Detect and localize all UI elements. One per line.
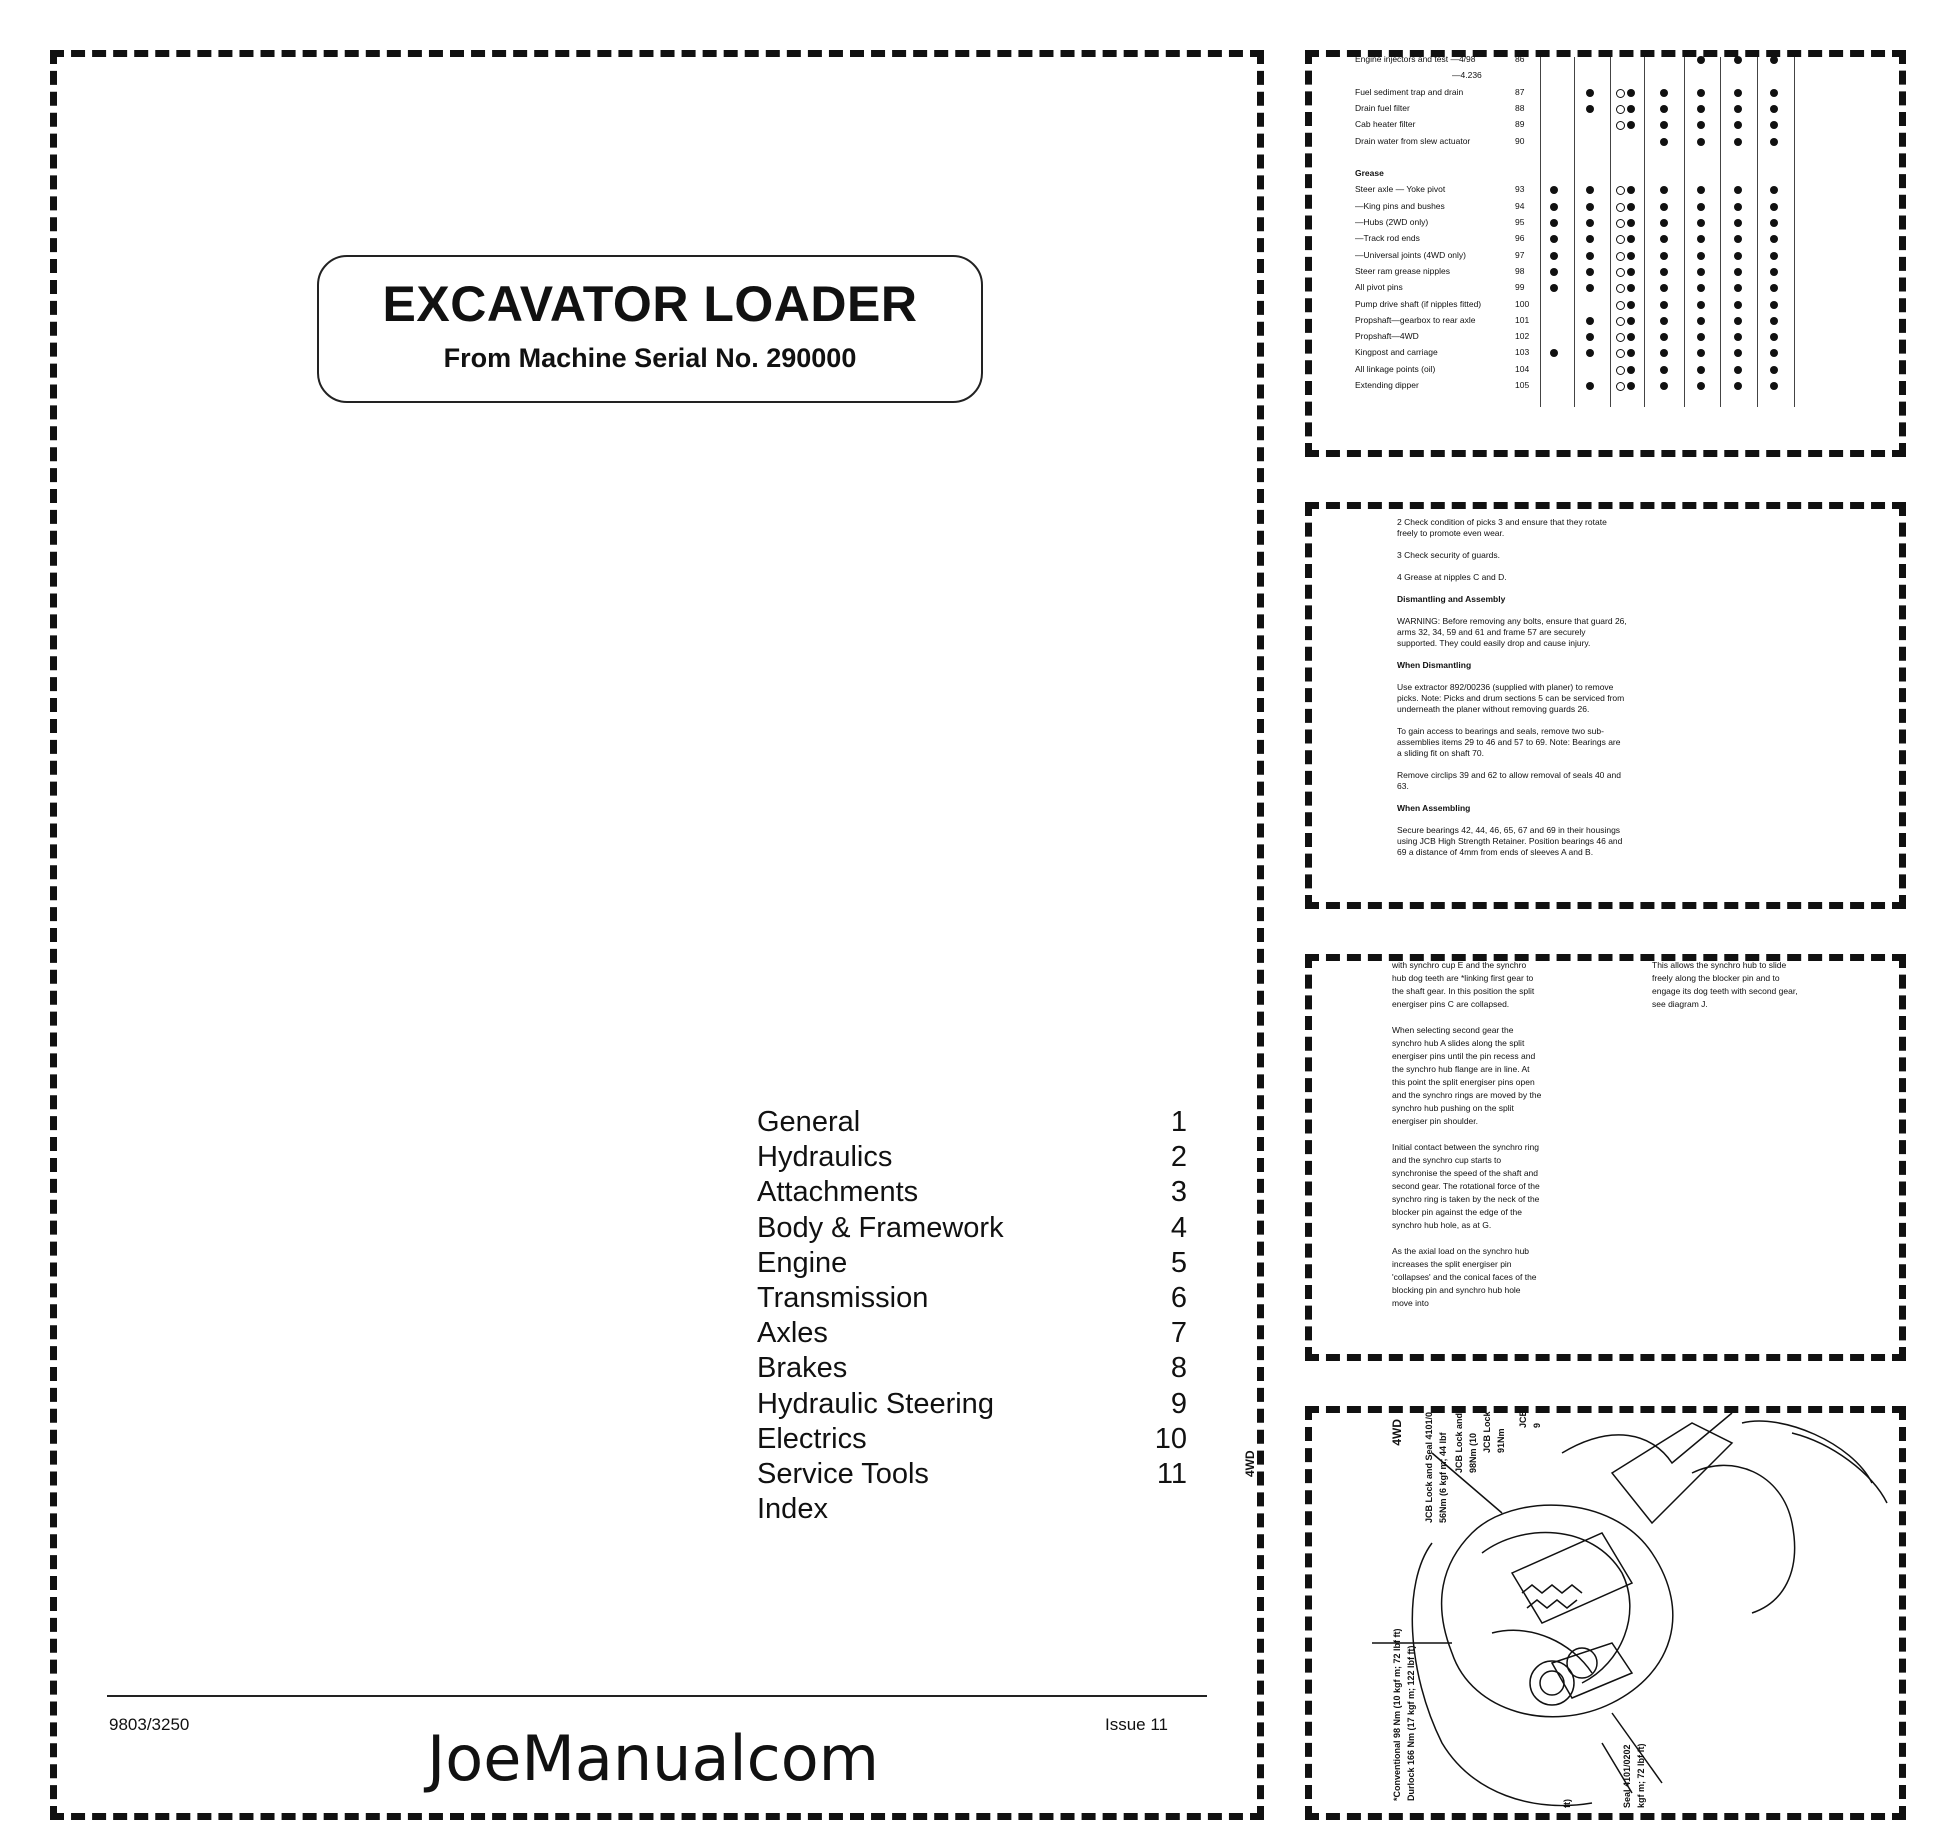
schedule-open-circle (1616, 219, 1625, 228)
schedule-open-circle (1616, 366, 1625, 375)
schedule-row-item-number: 93 (1515, 184, 1525, 195)
schedule-open-circle (1616, 382, 1625, 391)
instruction-paragraph: WARNING: Before removing any bolts, ensure that guard 26, arms 32, 34, 59 and 61 and frame 57 are securely supported. They could easily drop and cause injury. (1397, 616, 1627, 648)
toc-entry-section-number: 6 (1170, 1282, 1187, 1315)
schedule-filled-dot (1586, 268, 1594, 276)
tag-4wd-label: 4WD (1390, 1419, 1404, 1446)
schedule-open-circle (1616, 317, 1625, 326)
schedule-row-item-number: 96 (1515, 233, 1525, 244)
schedule-filled-dot (1660, 252, 1668, 260)
instruction-text (1397, 517, 1627, 869)
schedule-row-label: —4.236 (1452, 70, 1482, 81)
schedule-filled-dot (1586, 89, 1594, 97)
toc-entry-label: Electrics (757, 1422, 867, 1455)
schedule-filled-dot (1660, 317, 1668, 325)
toc-entry-section-number: 3 (1170, 1176, 1187, 1209)
schedule-filled-dot (1586, 186, 1594, 194)
toc-entry-label: Transmission (757, 1282, 929, 1315)
schedule-row-item-number: 102 (1515, 331, 1530, 342)
torque-spec-label: 98Nm (10 (1468, 1432, 1478, 1473)
schedule-filled-dot (1627, 186, 1635, 194)
schedule-row-item-number: 95 (1515, 217, 1525, 227)
schedule-filled-dot (1627, 105, 1635, 113)
schedule-filled-dot (1627, 252, 1635, 260)
schedule-filled-dot (1770, 105, 1778, 113)
schedule-filled-dot (1550, 268, 1558, 276)
toc-entry[interactable] (757, 1316, 1187, 1351)
schedule-filled-dot (1770, 366, 1778, 374)
schedule-open-circle (1616, 333, 1625, 342)
torque-spec-label: JCB Lock and Seal 4101/0 (1424, 1411, 1434, 1523)
schedule-row-item-number: 90 (1515, 135, 1525, 146)
instruction-paragraph: 2 Check condition of picks 3 and ensure that they rotate freely to promote even wear. (1397, 517, 1607, 538)
table-column-rule (1574, 57, 1575, 407)
schedule-row-label: Pump drive shaft (if nipples fitted) (1355, 298, 1482, 309)
schedule-filled-dot (1770, 138, 1778, 146)
schedule-row-item-number: 94 (1515, 200, 1525, 211)
schedule-filled-dot (1660, 235, 1668, 243)
body-paragraph: with synchro cup E and the synchro hub dog teeth are *linking first gear to the shaft gear. In this position the split energiser pins C are collapsed. (1392, 960, 1535, 1009)
schedule-row-label: Drain water from slew actuator (1355, 135, 1471, 146)
text-column-right (1652, 959, 1802, 1024)
schedule-filled-dot (1697, 284, 1705, 292)
preview-page-lubrication-schedule[interactable] (1305, 50, 1906, 457)
schedule-filled-dot (1734, 56, 1742, 64)
schedule-filled-dot (1660, 186, 1668, 194)
schedule-row-label: Steer ram grease nipples (1355, 265, 1450, 276)
schedule-filled-dot (1734, 186, 1742, 194)
schedule-filled-dot (1586, 105, 1594, 113)
toc-entry[interactable] (757, 1175, 1187, 1210)
schedule-filled-dot (1770, 333, 1778, 341)
schedule-filled-dot (1770, 301, 1778, 309)
toc-entry-label: Hydraulics (757, 1141, 893, 1174)
instruction-paragraph: Secure bearings 42, 44, 46, 65, 67 and 69 in their housings using JCB High Strength Retainer. Position bearings 46 and 69 a distance of 4mm from ends of sleeves A and B. (1397, 825, 1623, 857)
schedule-filled-dot (1550, 284, 1558, 292)
watermark-text: JoeManualcom (427, 1722, 880, 1795)
title-box (317, 255, 983, 403)
toc-entry-label: General (757, 1106, 861, 1138)
schedule-filled-dot (1734, 89, 1742, 97)
schedule-filled-dot (1660, 138, 1668, 146)
tag-4wd: 4WD (1243, 1450, 1257, 1477)
schedule-filled-dot (1660, 268, 1668, 276)
schedule-filled-dot (1770, 284, 1778, 292)
schedule-filled-dot (1627, 366, 1635, 374)
schedule-filled-dot (1660, 366, 1668, 374)
instruction-paragraph: Dismantling and Assembly (1397, 594, 1506, 604)
schedule-filled-dot (1660, 121, 1668, 129)
torque-spec-label: 91Nm (1496, 1428, 1506, 1453)
schedule-filled-dot (1660, 349, 1668, 357)
schedule-row-item-number: 98 (1515, 265, 1525, 276)
schedule-row-label: Propshaft—gearbox to rear axle (1355, 314, 1476, 325)
toc-entry-label: Hydraulic Steering (757, 1387, 994, 1420)
preview-page-synchro-description[interactable] (1305, 954, 1906, 1361)
table-column-rule (1540, 57, 1541, 407)
schedule-filled-dot (1734, 366, 1742, 374)
schedule-filled-dot (1697, 268, 1705, 276)
toc-entry[interactable] (757, 1246, 1187, 1281)
schedule-open-circle (1616, 235, 1625, 244)
schedule-filled-dot (1586, 284, 1594, 292)
schedule-row-item-number: 105 (1515, 380, 1530, 390)
schedule-row-label: All linkage points (oil) (1355, 363, 1436, 374)
schedule-filled-dot (1734, 252, 1742, 260)
toc-entry[interactable] (757, 1105, 1187, 1140)
schedule-filled-dot (1697, 349, 1705, 357)
toc-entry[interactable] (757, 1140, 1187, 1175)
toc-entry-section-number: 4 (1170, 1211, 1187, 1244)
schedule-filled-dot (1660, 219, 1668, 227)
schedule-filled-dot (1586, 317, 1594, 325)
schedule-filled-dot (1586, 349, 1594, 357)
schedule-filled-dot (1586, 235, 1594, 243)
issue-number: Issue 11 (1105, 1715, 1169, 1734)
schedule-filled-dot (1770, 252, 1778, 260)
body-paragraph: As the axial load on the synchro hub increases the split energiser pin 'collapses' and the conical faces of the blocking pin and synchro hub hole move into (1392, 1246, 1537, 1308)
schedule-row-label: —King pins and bushes (1355, 200, 1445, 211)
toc-entry-section-number: 7 (1170, 1317, 1187, 1350)
schedule-filled-dot (1627, 284, 1635, 292)
toc-entry[interactable] (757, 1351, 1187, 1386)
schedule-filled-dot (1627, 203, 1635, 211)
schedule-filled-dot (1770, 219, 1778, 227)
schedule-row-label: Engine injectors and test —4/98 (1355, 54, 1476, 64)
schedule-open-circle (1616, 203, 1625, 212)
schedule-filled-dot (1734, 333, 1742, 341)
instruction-paragraph: Remove circlips 39 and 62 to allow removal of seals 40 and 63. (1397, 770, 1621, 791)
toc-entry[interactable] (757, 1387, 1187, 1422)
torque-spec-label: ft) (1562, 1799, 1572, 1808)
manual-cover-page (50, 50, 1264, 1820)
schedule-row-label: Kingpost and carriage (1355, 347, 1438, 358)
schedule-open-circle (1616, 186, 1625, 195)
schedule-row-label: Extending dipper (1355, 380, 1419, 390)
schedule-filled-dot (1734, 268, 1742, 276)
schedule-row-label: —Universal joints (4WD only) (1355, 249, 1466, 260)
schedule-filled-dot (1770, 317, 1778, 325)
schedule-filled-dot (1697, 317, 1705, 325)
schedule-filled-dot (1734, 301, 1742, 309)
schedule-filled-dot (1627, 235, 1635, 243)
schedule-open-circle (1616, 252, 1625, 261)
schedule-row-item-number: 104 (1515, 363, 1530, 374)
toc-entry-label: Brakes (757, 1352, 848, 1385)
table-column-rule (1794, 57, 1795, 407)
schedule-filled-dot (1734, 382, 1742, 390)
schedule-filled-dot (1770, 268, 1778, 276)
schedule-filled-dot (1697, 138, 1705, 146)
schedule-open-circle (1616, 121, 1625, 130)
schedule-filled-dot (1586, 333, 1594, 341)
torque-spec-label: Seal 4101/0202 (1622, 1744, 1632, 1808)
schedule-filled-dot (1770, 349, 1778, 357)
footer-divider (107, 1695, 1207, 1697)
toc-entry[interactable] (757, 1422, 1187, 1457)
toc-entry-label: Service Tools (757, 1458, 929, 1491)
schedule-row-item-number: 88 (1515, 102, 1525, 113)
schedule-row-item-number: 99 (1515, 282, 1525, 293)
toc-entry[interactable] (757, 1457, 1187, 1492)
schedule-filled-dot (1734, 235, 1742, 243)
schedule-filled-dot (1550, 186, 1558, 194)
instruction-paragraph: 4 Grease at nipples C and D. (1397, 572, 1507, 582)
schedule-filled-dot (1770, 56, 1778, 64)
schedule-open-circle (1616, 284, 1625, 293)
table-column-rule (1720, 57, 1721, 407)
table-column-rule (1644, 57, 1645, 407)
schedule-open-circle (1616, 268, 1625, 277)
table-column-rule (1610, 57, 1611, 407)
schedule-row-label: Fuel sediment trap and drain (1355, 86, 1464, 97)
schedule-row-label: Propshaft—4WD (1355, 331, 1419, 342)
schedule-filled-dot (1734, 349, 1742, 357)
schedule-open-circle (1616, 89, 1625, 98)
schedule-filled-dot (1627, 382, 1635, 390)
preview-page-axle-diagram[interactable] (1243, 1406, 1906, 1820)
schedule-filled-dot (1627, 219, 1635, 227)
schedule-filled-dot (1627, 268, 1635, 276)
schedule-filled-dot (1586, 203, 1594, 211)
document-code: 9803/3250 (109, 1715, 190, 1734)
schedule-row-item-number: 89 (1515, 119, 1525, 130)
schedule-row-item-number: 86 (1515, 54, 1525, 64)
toc-entry[interactable] (757, 1211, 1187, 1246)
torque-spec-label: kgf m; 72 lbf ft) (1636, 1743, 1646, 1808)
schedule-filled-dot (1550, 252, 1558, 260)
instruction-paragraph: When Dismantling (1397, 660, 1472, 670)
schedule-filled-dot (1627, 349, 1635, 357)
schedule-open-circle (1616, 301, 1625, 310)
schedule-filled-dot (1627, 89, 1635, 97)
schedule-row-item-number: 100 (1515, 298, 1530, 309)
schedule-filled-dot (1697, 382, 1705, 390)
toc-entry-section-number: 1 (1170, 1106, 1187, 1138)
torque-spec-label: Durlock 166 Nm (17 kgf m; 122 lbf ft) (1406, 1645, 1416, 1801)
schedule-filled-dot (1660, 333, 1668, 341)
schedule-row-label: —Hubs (2WD only) (1355, 217, 1429, 227)
text-column-left (1392, 959, 1542, 1323)
torque-spec-label: JCB (1518, 1409, 1528, 1428)
torque-spec-label: *Conventional 98 Nm (10 kgf m; 72 lbf ft) (1392, 1628, 1402, 1801)
schedule-filled-dot (1627, 121, 1635, 129)
toc-entry-label: Engine (757, 1246, 848, 1279)
toc-entry-section-number: 11 (1156, 1458, 1187, 1491)
instruction-paragraph: To gain access to bearings and seals, remove two sub-assemblies items 29 to 46 and 57 to 69. Note: Bearings are a sliding fit on shaft 70. (1397, 726, 1621, 758)
table-column-rule (1684, 57, 1685, 407)
schedule-filled-dot (1697, 121, 1705, 129)
schedule-filled-dot (1697, 89, 1705, 97)
torque-spec-label: 9 (1532, 1422, 1542, 1428)
schedule-row-label: Cab heater filter (1355, 119, 1416, 130)
schedule-filled-dot (1697, 333, 1705, 341)
toc-entry[interactable] (757, 1492, 1187, 1527)
table-of-contents (757, 1105, 1187, 1527)
toc-entry-section-number: 8 (1170, 1352, 1187, 1385)
schedule-filled-dot (1697, 203, 1705, 211)
schedule-filled-dot (1550, 203, 1558, 211)
schedule-filled-dot (1550, 349, 1558, 357)
toc-entry[interactable] (757, 1281, 1187, 1316)
toc-entry-label: Axles (757, 1317, 828, 1350)
instruction-paragraph: Use extractor 892/00236 (supplied with planer) to remove picks. Note: Picks and drum sections 5 can be serviced from underneath the planer without removing guards 26. (1397, 682, 1625, 714)
schedule-filled-dot (1697, 219, 1705, 227)
schedule-open-circle (1616, 349, 1625, 358)
schedule-filled-dot (1586, 382, 1594, 390)
toc-entry-section-number: 9 (1170, 1387, 1187, 1420)
schedule-filled-dot (1770, 89, 1778, 97)
schedule-row-label: All pivot pins (1355, 282, 1403, 293)
schedule-row-label: Steer axle — Yoke pivot (1355, 184, 1446, 195)
schedule-filled-dot (1697, 366, 1705, 374)
schedule-filled-dot (1734, 105, 1742, 113)
schedule-row-item-number: 87 (1515, 86, 1525, 97)
preview-page-planer-instructions[interactable] (1305, 502, 1906, 909)
body-paragraph: When selecting second gear the synchro hub A slides along the split energiser pins until the pin recess and the synchro hub flange are in line. At this point the split energiser pins open and the synchro rings are moved by the synchro hub pushing on the split energiser pin shoulder. (1392, 1025, 1542, 1126)
table-column-rule (1757, 57, 1758, 407)
schedule-filled-dot (1734, 138, 1742, 146)
schedule-filled-dot (1770, 382, 1778, 390)
schedule-filled-dot (1734, 121, 1742, 129)
schedule-filled-dot (1734, 203, 1742, 211)
schedule-filled-dot (1586, 252, 1594, 260)
schedule-row-item-number: 103 (1515, 347, 1530, 358)
toc-entry-label: Attachments (757, 1176, 919, 1209)
schedule-row-label: Grease (1355, 168, 1384, 179)
toc-entry-label: Body & Framework (757, 1211, 1004, 1244)
schedule-filled-dot (1660, 284, 1668, 292)
schedule-filled-dot (1697, 235, 1705, 243)
schedule-filled-dot (1660, 203, 1668, 211)
schedule-filled-dot (1660, 105, 1668, 113)
schedule-filled-dot (1770, 203, 1778, 211)
schedule-filled-dot (1550, 219, 1558, 227)
schedule-filled-dot (1627, 317, 1635, 325)
torque-spec-label: JCB Lock and (1454, 1412, 1464, 1473)
body-paragraph: Initial contact between the synchro ring and the synchro cup starts to synchronise the speed of the shaft and second gear. The rotational force of the synchro ring is taken by the neck of the blocker pin against the edge of the synchro hub hole, as at G. (1392, 1142, 1540, 1230)
schedule-row-item-number: 101 (1515, 314, 1530, 325)
schedule-filled-dot (1734, 284, 1742, 292)
body-paragraph: This allows the synchro hub to slide freely along the blocker pin and to engage its dog teeth with second gear, see diagram J. (1652, 960, 1798, 1009)
schedule-open-circle (1616, 105, 1625, 114)
schedule-filled-dot (1660, 89, 1668, 97)
toc-entry-section-number: 5 (1170, 1246, 1187, 1279)
schedule-row-label: Drain fuel filter (1355, 102, 1410, 113)
schedule-filled-dot (1770, 121, 1778, 129)
schedule-filled-dot (1550, 235, 1558, 243)
torque-spec-label: JCB Lock (1482, 1411, 1492, 1453)
instruction-paragraph: 3 Check security of guards. (1397, 550, 1500, 560)
toc-entry-section-number: 10 (1154, 1422, 1187, 1455)
schedule-filled-dot (1734, 317, 1742, 325)
instruction-paragraph: When Assembling (1397, 803, 1471, 813)
schedule-filled-dot (1734, 219, 1742, 227)
schedule-filled-dot (1697, 105, 1705, 113)
schedule-filled-dot (1697, 186, 1705, 194)
schedule-filled-dot (1627, 301, 1635, 309)
schedule-filled-dot (1627, 333, 1635, 341)
schedule-filled-dot (1770, 235, 1778, 243)
schedule-filled-dot (1697, 56, 1705, 64)
schedule-filled-dot (1586, 219, 1594, 227)
manual-title: EXCAVATOR LOADER (382, 276, 918, 332)
toc-entry-label: Index (757, 1493, 828, 1526)
schedule-row-item-number: 97 (1515, 249, 1525, 260)
schedule-filled-dot (1697, 301, 1705, 309)
manual-subtitle: From Machine Serial No. 290000 (443, 343, 857, 373)
schedule-filled-dot (1660, 382, 1668, 390)
toc-entry-section-number: 2 (1170, 1141, 1187, 1174)
schedule-filled-dot (1770, 186, 1778, 194)
torque-spec-label: 56Nm (6 kgf m; 44 lbf (1438, 1432, 1448, 1523)
schedule-row-label: —Track rod ends (1355, 233, 1420, 244)
schedule-filled-dot (1697, 252, 1705, 260)
schedule-filled-dot (1660, 301, 1668, 309)
